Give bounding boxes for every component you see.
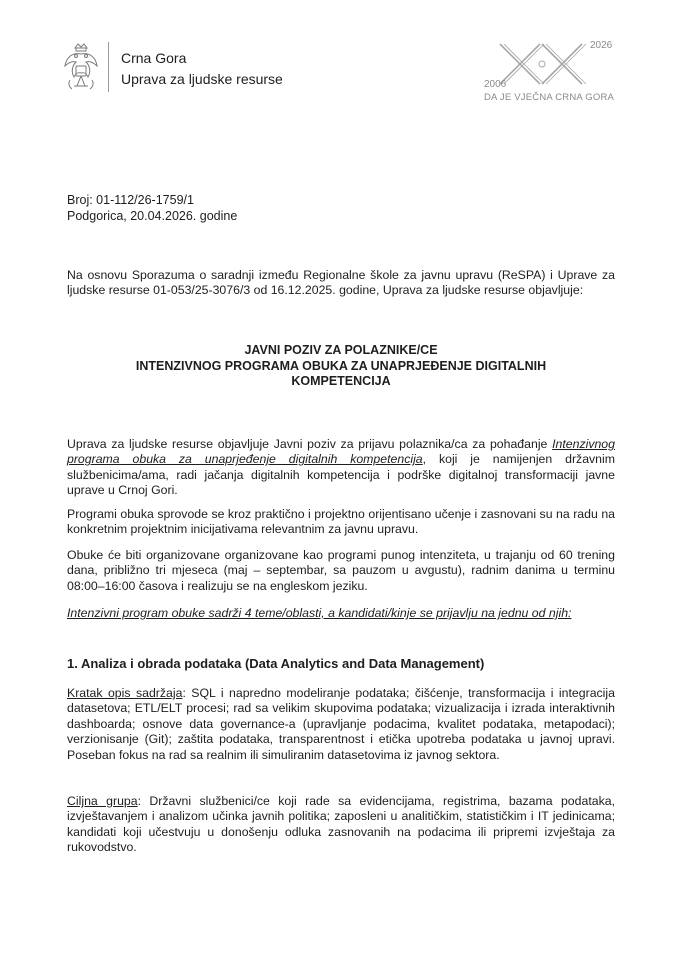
document-title [67, 343, 615, 390]
announcement-paragraph [67, 437, 615, 499]
header-divider [108, 42, 109, 92]
section-1-summary [67, 686, 615, 763]
section-1-target-group [67, 794, 615, 856]
schedule-paragraph: Obuke će biti organizovane organizovane kao programi punog intenziteta, u trajanju od 60 trening dana, približno tri mjeseca (maj – septembar, sa pauzom u avgustu), radnim danima u terminu 08:00–16:00 časova i realizuju se na engleskom jeziku. [67, 548, 615, 593]
document-number: Broj: 01-112/26-1759/1 [67, 193, 194, 207]
announcement-text-end: , koji je namijenjen državnim službenicima/ama, radi jačanja digitalnih kompetencija i podrške digitalnoj transformaciji javne uprave u Crnoj Gori. [67, 452, 615, 498]
program-structure-paragraph: Intenzivni program obuke sadrži 4 teme/oblasti, a kandidati/kinje se prijavlju na jednu od njih: [67, 606, 572, 620]
program-name-emphasis: Intenzivnog programa obuka za unaprjeđenje digitalnih kompetencija [67, 437, 615, 467]
montenegro-coat-of-arms-icon [62, 42, 100, 94]
section-1-heading: 1. Analiza i obrada podataka (Data Analytics and Data Management) [67, 656, 485, 671]
title-line-3: KOMPETENCIJA [291, 374, 391, 388]
coat-of-arms-emblem [62, 42, 100, 94]
target-group-text: : Državni službenici/ce koji rade sa evidencijama, registrima, bazama podataka, izvještavanjem i analizom učinka javnih politika; zaposleni u analitičkim, statističkim i IT jedinicama; kandidati koji učestvuju u donošenju odluka zasnovanih na podacima ili pripremi izvještaja za rukovodstvo. [67, 794, 615, 855]
summary-label: Kratak opis sadržaja [67, 686, 183, 700]
org-name: Uprava za ljudske resurse [121, 71, 283, 87]
summary-text: : SQL i napredno modeliranje podataka; čišćenje, transformacija i integracija datasetova; ETL/ELT procesi; rad sa velikim skupovima podataka; vizualizacija i izrada interaktivnih dashboarda; osnove data governance-a (upravljanje podacima, kvalitet podataka, metapodaci); verzionisanje (Git); zaštita podataka, transparentnost i etička upotreba podataka u javnoj upravi. Poseban fokus na rad sa realnim ili simuliranim datasetovima iz javnog sektora. [67, 686, 615, 762]
title-line-2: INTENZIVNOG PROGRAMA OBUKA ZA UNAPRJEĐENJE DIGITALNIH [135, 358, 547, 373]
announcement-text-start: Uprava za ljudske resurse objavljuje Javni poziv za prijavu polaznika/ca za pohađanje [67, 437, 553, 451]
anniv-year-end: 2026 [590, 40, 613, 51]
anniv-year-start: 2006 [484, 79, 507, 90]
anniv-tagline: DA JE VJEČNA CRNA GORA [484, 92, 615, 103]
place-date: Podgorica, 20.04.2026. godine [67, 209, 238, 223]
org-country: Crna Gora [121, 50, 187, 66]
intro-paragraph: Na osnovu Sporazuma o saradnji između Regionalne škole za javnu upravu (ReSPA) i Uprave za ljudske resurse 01-053/25-3076/3 od 16.12.2025. godine, Uprava za ljudske resurse objavljuje: [67, 268, 615, 298]
title-line-1: JAVNI POZIV ZA POLAZNIKE/CE [244, 343, 438, 357]
methodology-paragraph: Programi obuka sprovode se kroz praktično i projektno orijentisano učenje i zasnovani su na radu na konkretnim projektnim inicijativama relevantnim za javnu upravu. [67, 507, 615, 537]
target-group-label: Ciljna grupa [67, 794, 138, 808]
